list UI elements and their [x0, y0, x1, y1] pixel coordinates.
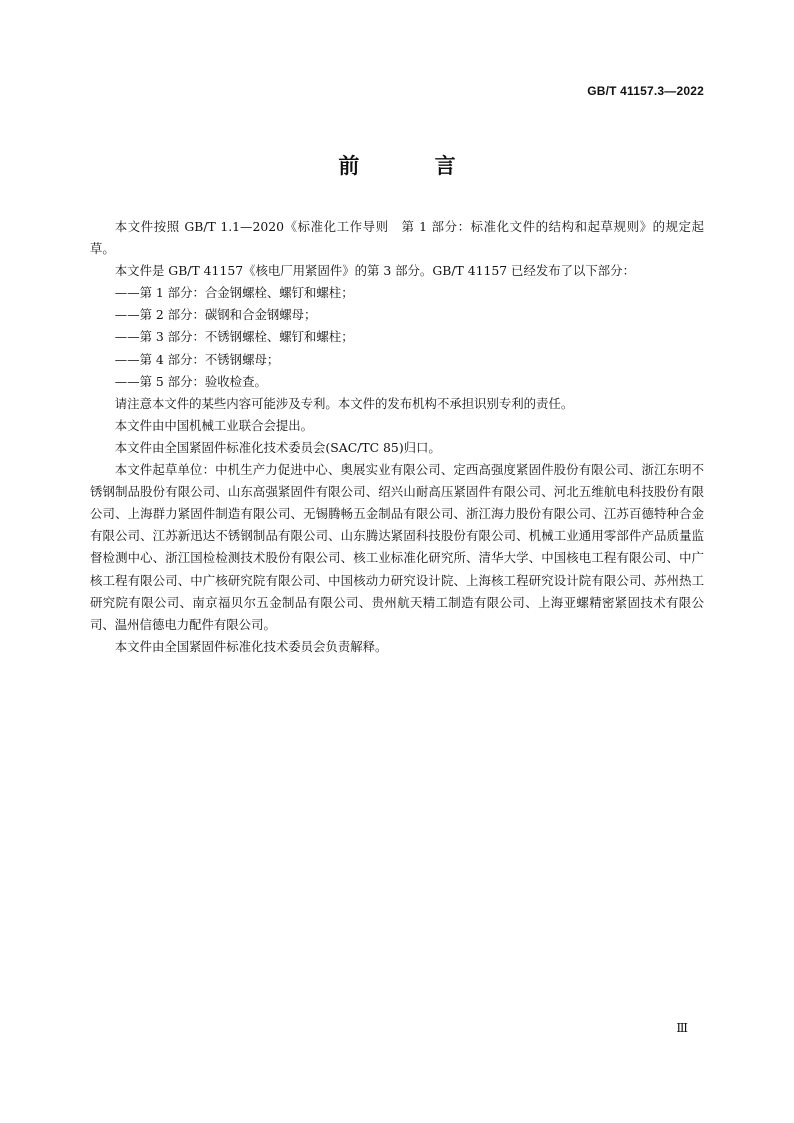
list-item-part-4: ——第 4 部分：不锈钢螺母；: [114, 351, 280, 367]
paragraph-drafting-rules: 本文件按照 GB/T 1.1—2020《标准化工作导则 第 1 部分：标准化文件的结构和起草规则》的规定起草。: [90, 219, 704, 257]
page-number: Ⅲ: [676, 1021, 688, 1035]
list-item-part-1: ——第 1 部分：合金钢螺栓、螺钉和螺柱；: [114, 285, 354, 301]
list-item-part-2: ——第 2 部分：碳钢和合金钢螺母；: [114, 307, 317, 323]
paragraph-proposer: 本文件由中国机械工业联合会提出。: [114, 417, 314, 433]
paragraph-drafting-units: 本文件起草单位：中机生产力促进中心、奥展实业有限公司、定西高强度紧固件股份有限公司、浙江东明不锈钢制品股份有限公司、山东高强紧固件有限公司、绍兴山耐高压紧固件有限公司、河北五维航电科技股份有限公司、上海群力紧固件制造有限公司、无锡腾畅五金制品有限公司、浙江海力股份有限公司、江苏百德特种合金有限公司、江苏新迅达不锈钢制品有限公司、山东腾达紧固科技股份有限公司、机械工业通用零部件产品质量监督检测中心、浙江国检检测技术股份有限公司、核工业标准化研究所、清华大学、中国核电工程有限公司、中广核工程有限公司、中广核研究院有限公司、中国核动力研究设计院、上海核工程研究设计院有限公司、苏州热工研究院有限公司、南京福贝尔五金制品有限公司、贵州航天精工制造有限公司、上海亚螺精密紧固技术有限公司、温州信德电力配件有限公司。: [90, 462, 704, 632]
paragraph-part-statement: 本文件是 GB/T 41157《核电厂用紧固件》的第 3 部分。GB/T 41157 已经发布了以下部分：: [114, 263, 635, 279]
document-body: [90, 216, 704, 658]
paragraph-patent-notice: 请注意本文件的某些内容可能涉及专利。本文件的发布机构不承担识别专利的责任。: [114, 395, 574, 411]
document-code: GB/T 41157.3—2022: [587, 84, 704, 98]
paragraph-interpretation: 本文件由全国紧固件标准化技术委员会负责解释。: [114, 638, 388, 654]
page-title: 前 言: [338, 154, 490, 178]
paragraph-technical-committee: 本文件由全国紧固件标准化技术委员会(SAC/TC 85)归口。: [114, 439, 441, 455]
list-item-part-3: ——第 3 部分：不锈钢螺栓、螺钉和螺柱；: [114, 329, 354, 345]
list-item-part-5: ——第 5 部分：验收检查。: [114, 373, 267, 389]
